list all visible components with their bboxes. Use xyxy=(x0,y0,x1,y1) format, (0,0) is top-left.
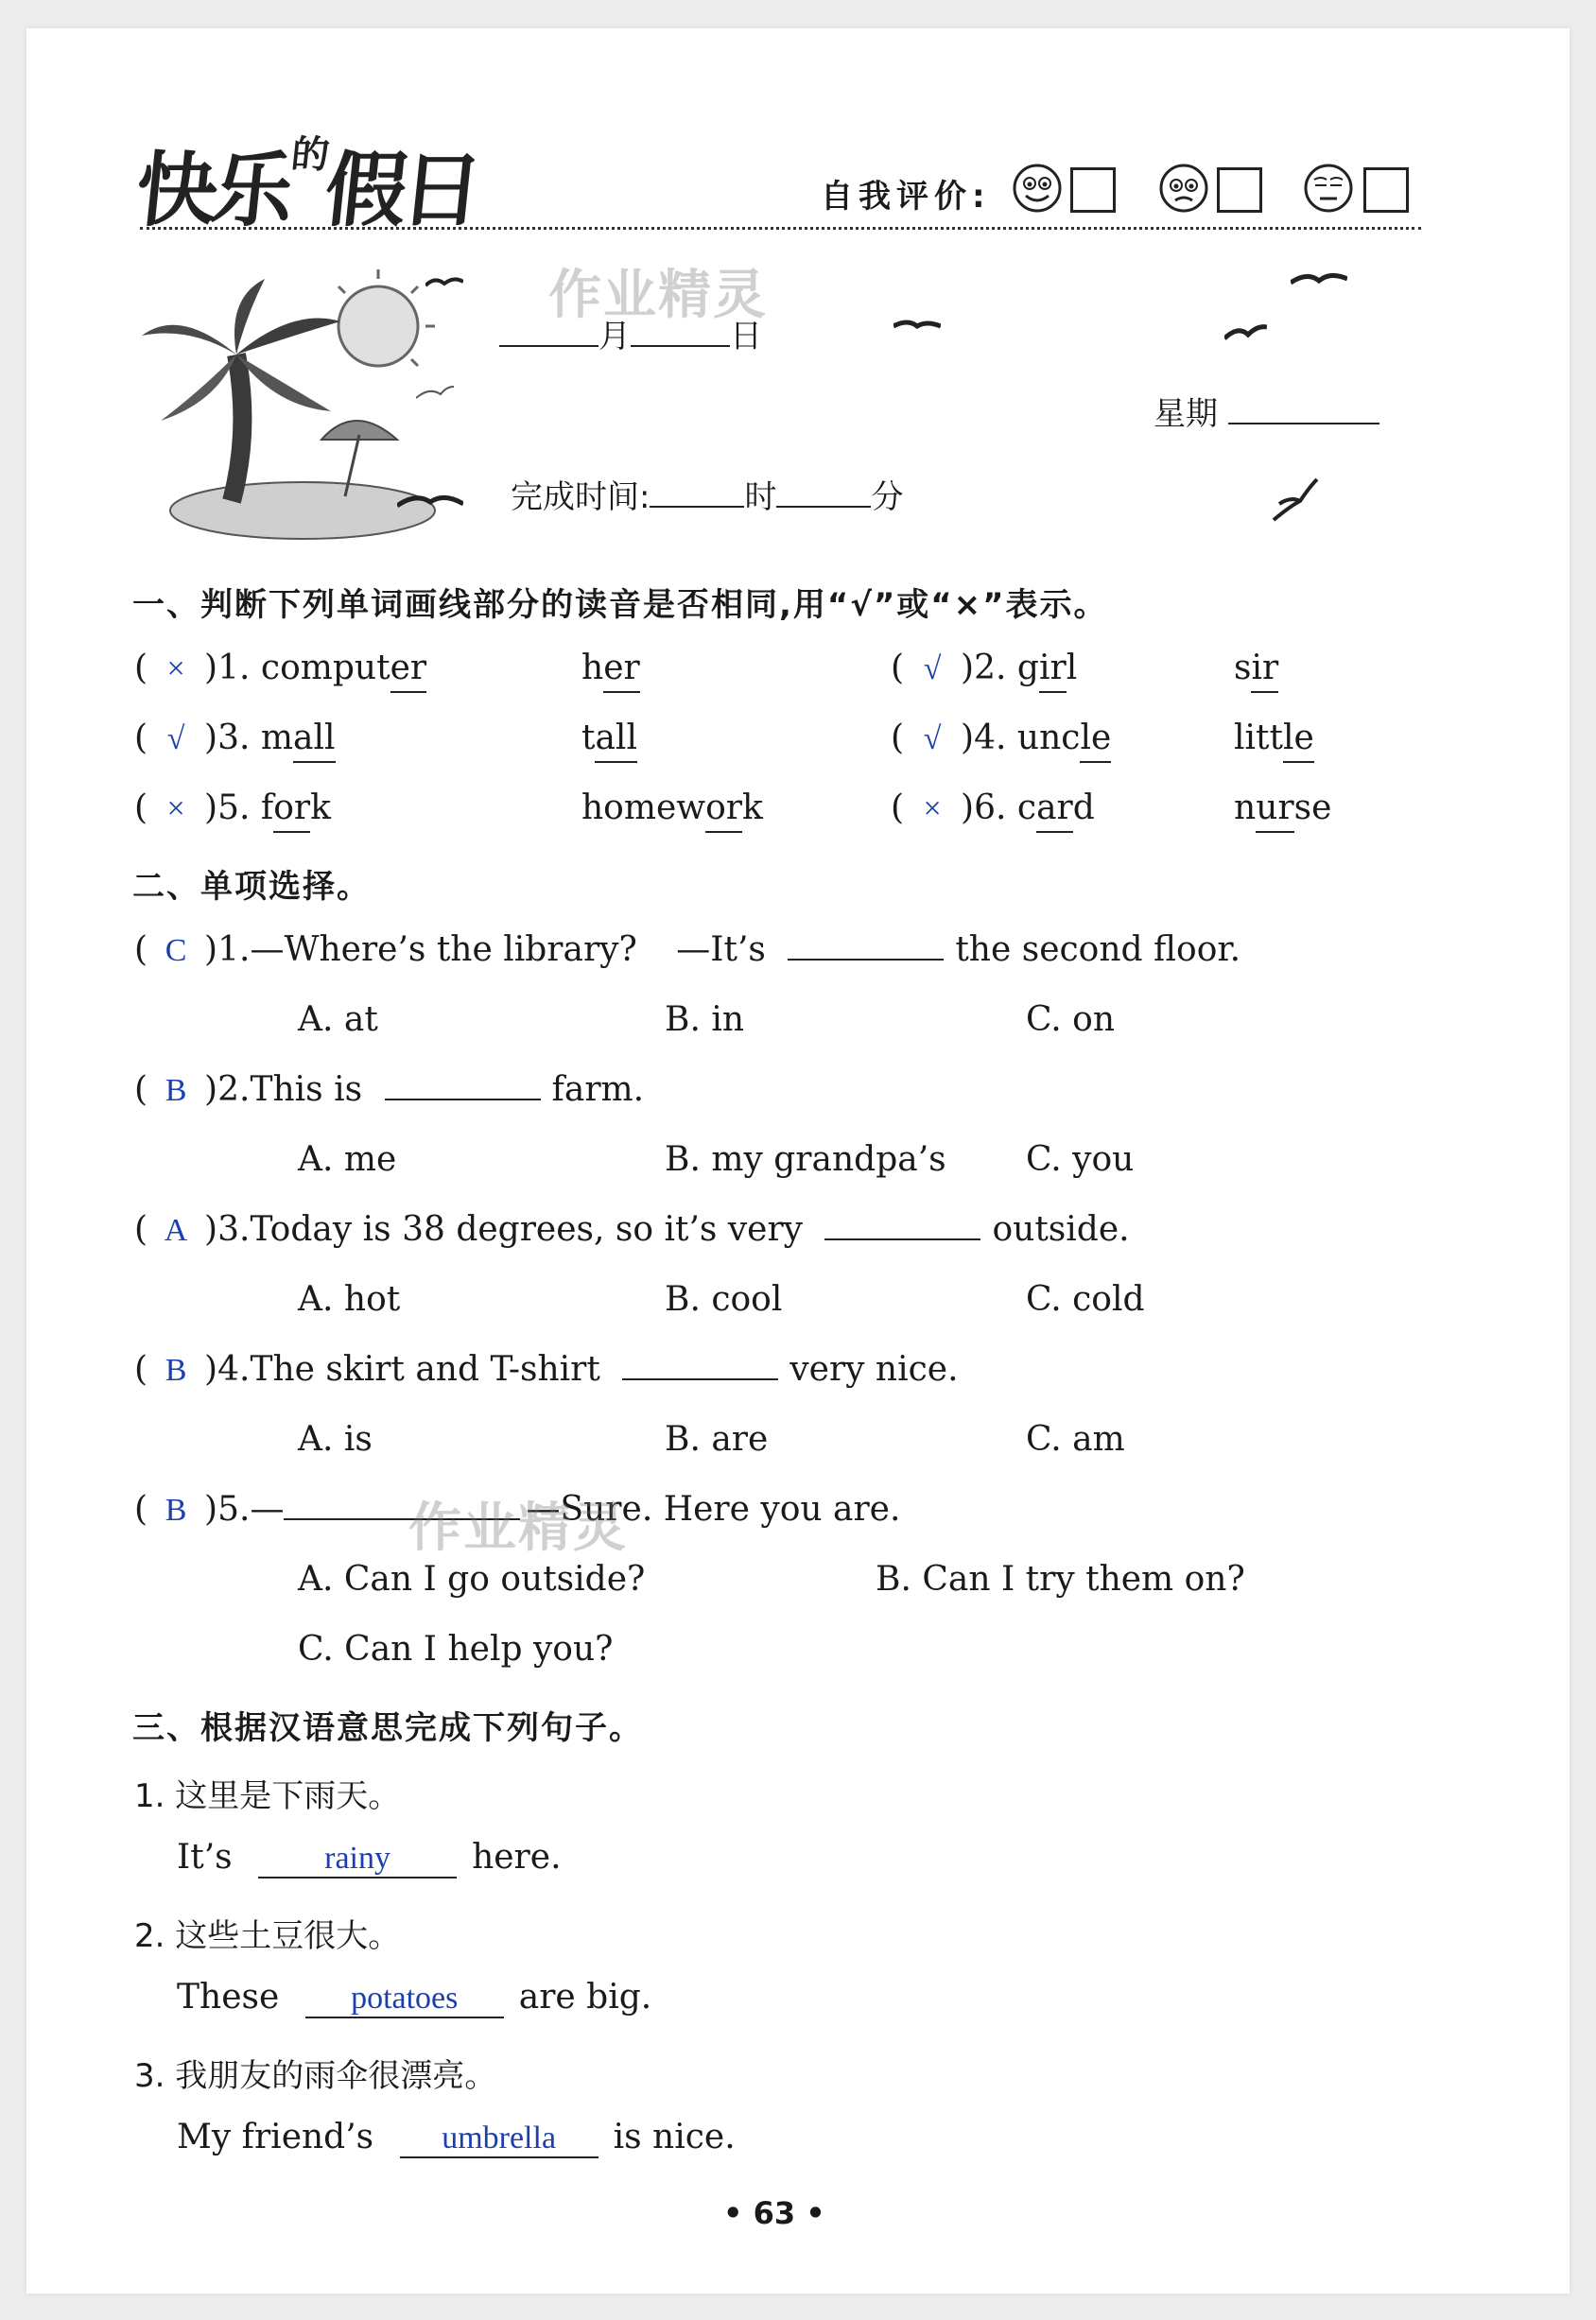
hour-label: 时 xyxy=(744,478,777,516)
day-label: 日 xyxy=(730,318,762,355)
s1-word2-5: homework xyxy=(581,788,763,827)
happy-face-icon xyxy=(1012,163,1063,214)
hour-blank[interactable] xyxy=(650,506,744,508)
brand-logo: 快乐$^的$假日 xyxy=(130,133,482,238)
s2-answer-1: C xyxy=(165,933,187,968)
s1-word2-2: sir xyxy=(1234,649,1279,687)
s2-question-1: ( C )1.—Where’s the library? —It’s the second floor. xyxy=(134,930,1241,969)
s2-q4-option-a: A. is xyxy=(298,1420,373,1459)
s2-blank-3[interactable] xyxy=(824,1238,980,1240)
eval-checkbox-happy[interactable] xyxy=(1070,167,1116,213)
s3-answer-1[interactable]: rainy xyxy=(258,1841,457,1879)
month-label: 月 xyxy=(598,318,631,355)
s1-answer-3: √ xyxy=(166,721,185,756)
date-line xyxy=(499,310,762,356)
s2-blank-1[interactable] xyxy=(788,959,944,961)
s2-q1-option-c: C. on xyxy=(1026,1000,1116,1039)
s2-blank-2[interactable] xyxy=(385,1099,541,1100)
bird-icon xyxy=(425,274,463,293)
s2-answer-5: B xyxy=(165,1493,187,1528)
page-number: • 63 • xyxy=(723,2195,825,2231)
s3-chinese-3: 3. 我朋友的雨伞很漂亮。 xyxy=(134,2057,497,2095)
s1-item-6: ( × )6. card xyxy=(891,788,1095,827)
s1-answer-1: × xyxy=(166,651,185,686)
s3-sentence-1: It’s rainy here. xyxy=(177,1838,562,1877)
self-eval-label: 自我评价: xyxy=(821,178,991,216)
section1-title: 一、判断下列单词画线部分的读音是否相同,用“√”或“×”表示。 xyxy=(132,586,1108,624)
s3-sentence-3: My friend’s umbrella is nice. xyxy=(177,2118,736,2156)
weekday-label: 星期 xyxy=(1154,395,1218,433)
s1-answer-4: √ xyxy=(923,721,942,756)
s2-question-4: ( B )4.The skirt and T-shirt very nice. xyxy=(134,1350,959,1389)
s2-answer-3: A xyxy=(164,1213,188,1248)
s1-word2-4: little xyxy=(1234,719,1314,757)
watermark: 作业精灵 xyxy=(548,265,768,326)
s1-item-3: ( √ )3. mall xyxy=(134,719,336,757)
s2-blank-4[interactable] xyxy=(622,1378,778,1380)
s3-chinese-2: 2. 这些土豆很大。 xyxy=(134,1917,401,1955)
bird-icon xyxy=(1291,269,1347,293)
section3-title: 三、根据汉语意思完成下列句子。 xyxy=(132,1709,643,1747)
minute-blank[interactable] xyxy=(776,506,871,508)
s1-item-5: ( × )5. fork xyxy=(134,788,331,827)
bird-icon xyxy=(1272,477,1319,525)
sad-face-icon xyxy=(1303,163,1354,214)
section2-title: 二、单项选择。 xyxy=(132,868,371,906)
s1-answer-6: × xyxy=(923,791,942,826)
s1-answer-5: × xyxy=(166,791,185,826)
s2-q2-option-a: A. me xyxy=(298,1140,397,1179)
day-blank[interactable] xyxy=(631,345,730,347)
s1-answer-2: √ xyxy=(923,651,942,686)
s2-q1-option-b: B. in xyxy=(665,1000,745,1039)
s3-chinese-1: 1. 这里是下雨天。 xyxy=(134,1777,401,1815)
s2-question-5: ( B )5.— —Sure. Here you are. xyxy=(134,1490,901,1529)
s1-word2-1: her xyxy=(581,649,640,687)
bird-icon xyxy=(1224,321,1267,345)
watermark: 作业精灵 xyxy=(408,1498,628,1559)
s2-q4-option-c: C. am xyxy=(1026,1420,1125,1459)
s2-answer-4: B xyxy=(165,1353,187,1388)
bird-icon xyxy=(397,487,463,515)
s2-q2-option-c: C. you xyxy=(1026,1140,1135,1179)
minute-label: 分 xyxy=(871,478,904,516)
s3-sentence-2: These potatoes are big. xyxy=(177,1978,652,2017)
s2-q5-option-c: C. Can I help you? xyxy=(298,1630,614,1669)
s2-q4-option-b: B. are xyxy=(665,1420,769,1459)
s2-q3-option-c: C. cold xyxy=(1026,1280,1145,1319)
eval-checkbox-worried[interactable] xyxy=(1217,167,1262,213)
s2-q1-option-a: A. at xyxy=(298,1000,378,1039)
weekday-line xyxy=(1154,388,1379,434)
s2-q2-option-b: B. my grandpa’s xyxy=(665,1140,946,1179)
time-label: 完成时间: xyxy=(511,478,651,516)
bird-icon xyxy=(893,317,941,336)
s2-question-2: ( B )2.This is farm. xyxy=(134,1070,645,1109)
s1-word2-3: tall xyxy=(581,719,637,757)
worried-face-icon xyxy=(1158,163,1209,214)
month-blank[interactable] xyxy=(499,345,598,347)
s2-q3-option-b: B. cool xyxy=(665,1280,783,1319)
s2-question-3: ( A )3.Today is 38 degrees, so it’s very outside. xyxy=(134,1210,1130,1249)
s2-q3-option-a: A. hot xyxy=(298,1280,401,1319)
s3-answer-2[interactable]: potatoes xyxy=(305,1981,504,2018)
bird-icon xyxy=(416,383,454,402)
s2-q5-option-b: B. Can I try them on? xyxy=(876,1560,1245,1599)
s1-item-4: ( √ )4. uncle xyxy=(891,719,1112,757)
eval-checkbox-sad[interactable] xyxy=(1363,167,1409,213)
s1-word2-6: nurse xyxy=(1234,788,1332,827)
time-line xyxy=(511,471,903,517)
s1-item-2: ( √ )2. girl xyxy=(891,649,1078,687)
s3-answer-3[interactable]: umbrella xyxy=(400,2121,598,2158)
s1-item-1: ( × )1. computer xyxy=(134,649,427,687)
header-divider xyxy=(140,227,1421,230)
s2-q5-option-a: A. Can I go outside? xyxy=(298,1560,646,1599)
s2-answer-2: B xyxy=(165,1073,187,1108)
weekday-blank[interactable] xyxy=(1228,423,1379,424)
